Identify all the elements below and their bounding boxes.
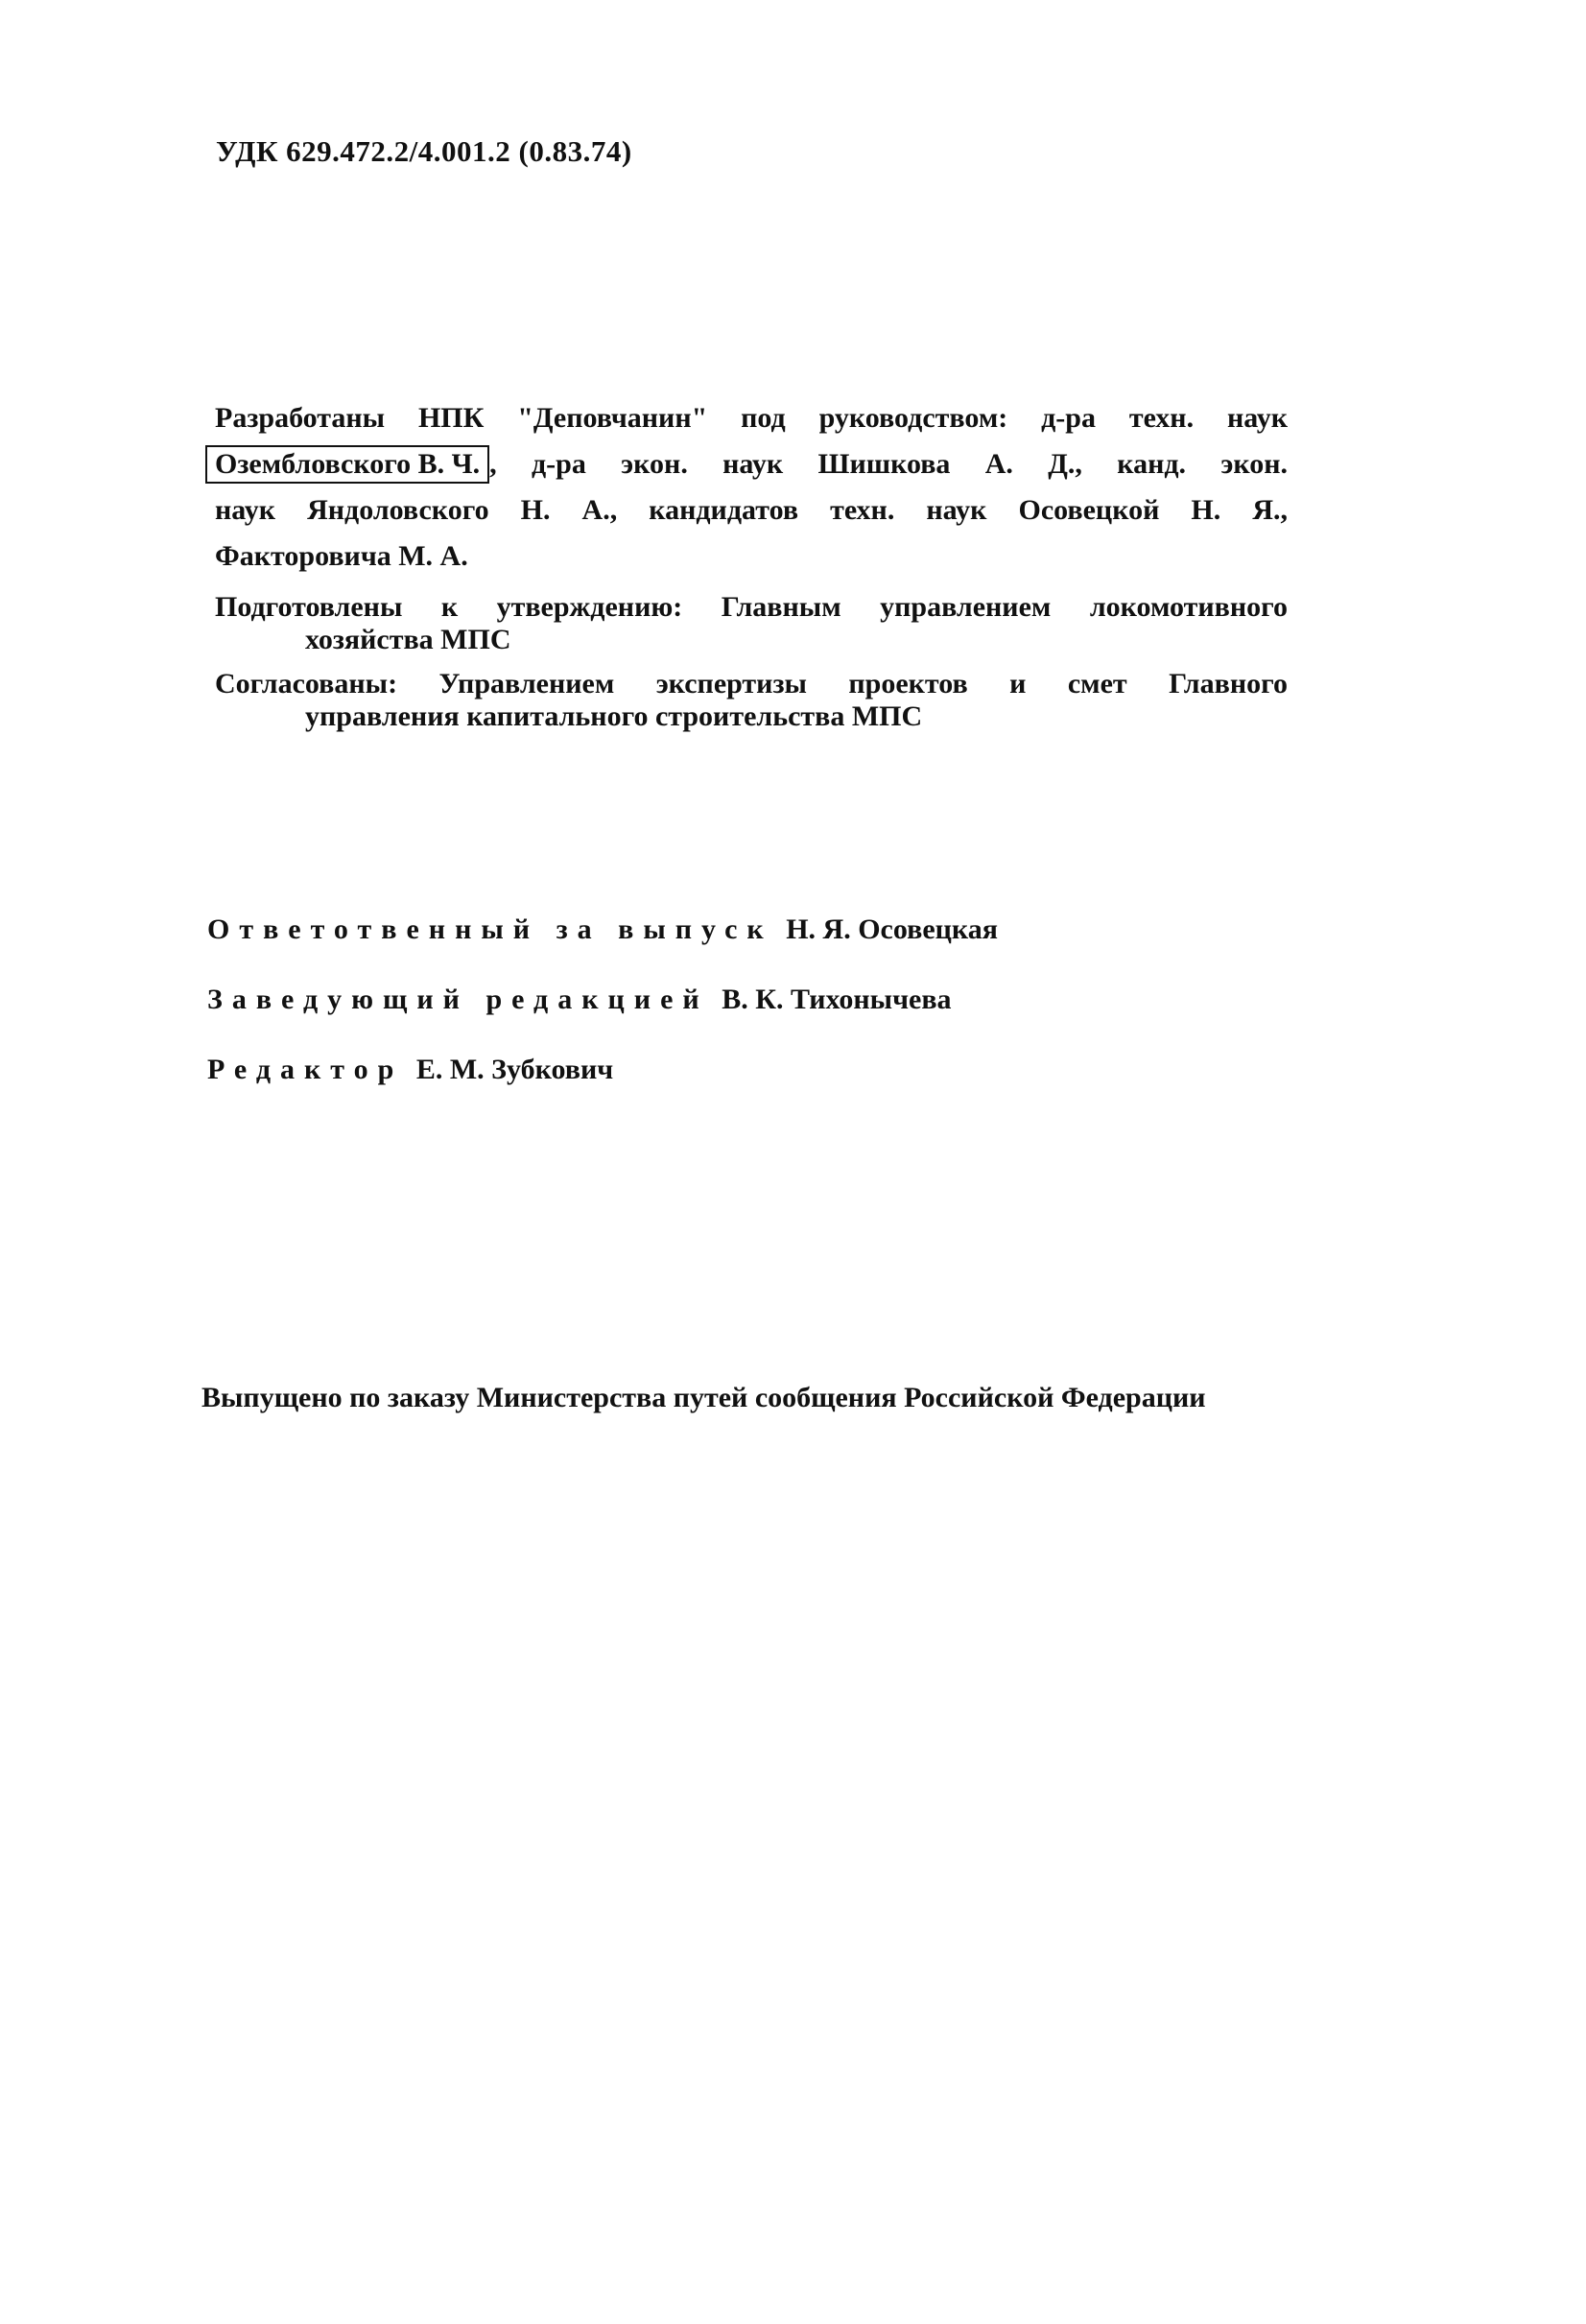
credits-block [215,395,1288,733]
publication-footer: Выпущено по заказу Министерства путей сообщения Российской Федерации [201,1382,1206,1413]
staff-line-head-editor [207,984,952,1016]
staff-name: Е. М. Зубкович [415,1054,614,1085]
agreed-line-1: Согласованы: Управлением экспертизы проектов и смет Главного [215,668,1288,700]
staff-role: Редактор [207,1054,404,1085]
developed-line-2-rest: , д-ра экон. наук Шишкова А. Д., канд. экон. [489,448,1288,480]
developed-line-2 [215,441,1288,487]
agreed-line-2: управления капитального строительства МПС [305,700,923,732]
staff-line-responsible [207,913,998,946]
boxed-author-name: Озембловского В. Ч. [205,445,489,484]
agreed-paragraph [215,668,1288,733]
developed-line-4: Факторовича М. А. [215,540,468,572]
developed-line-3: наук Яндоловского Н. А., кандидатов техн. наук Осовецкой Н. Я., [215,494,1288,526]
staff-role: Заведующий редакцией [207,984,709,1015]
developed-line-1: Разработаны НПК "Деповчанин" под руководством: д-ра техн. наук [215,402,1288,434]
prepared-paragraph [215,591,1288,656]
staff-role: Ответотвенный за выпуск [207,913,773,945]
staff-name: Н. Я. Осовецкая [786,913,998,945]
prepared-line-2: хозяйства МПС [305,624,511,655]
staff-name: В. К. Тихонычева [722,984,952,1015]
staff-line-editor [207,1054,613,1086]
udk-code: УДК 629.472.2/4.001.2 (0.83.74) [216,134,632,168]
prepared-line-1: Подготовлены к утверждению: Главным управлением локомотивного [215,591,1288,623]
